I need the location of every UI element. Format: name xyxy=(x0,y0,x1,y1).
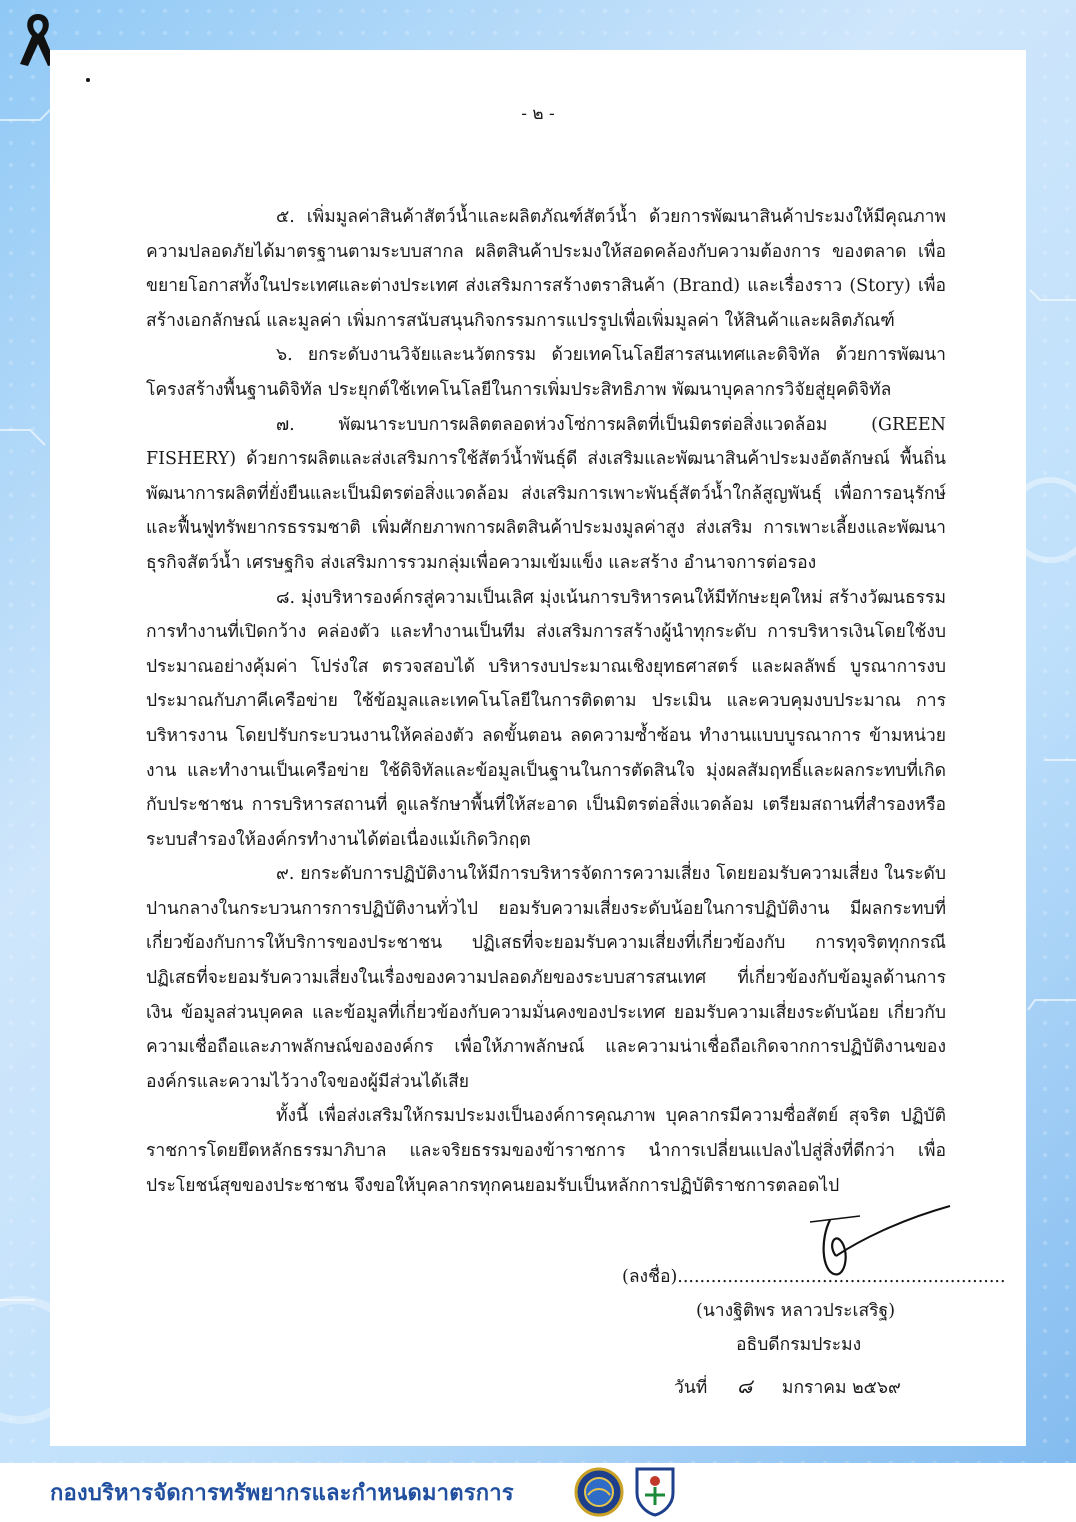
department-seal-logo-icon xyxy=(574,1467,624,1517)
paragraph-9: ๙. ยกระดับการปฏิบัติงานให้มีการบริหารจัดการความเสี่ยง โดยยอมรับความเสี่ยง ในระดับปานกลางในกระบวนการการปฏิบัติงานทั่วไป ยอมรับความเสี่ยงระดับน้อยในการปฏิบัติงาน มีผลกระทบที่เกี่ยวข้องกับการให้บริการของประชาชน ปฏิเสธที่จะยอมรับความเสี่ยงที่เกี่ยวข้องกับ การทุจริตทุกกรณี ปฏิเสธที่จะยอมรับความเสี่ยงในเรื่องของความปลอดภัยของระบบสารสนเทศ ที่เกี่ยวข้องกับข้อมูลด้านการเงิน ข้อมูลส่วนบุคคล และข้อมูลที่เกี่ยวข้องกับความมั่นคงของประเทศ ยอมรับความเสี่ยงระดับน้อย เกี่ยวกับความเชื่อถือและภาพลักษณ์ขององค์กร เพื่อให้ภาพลักษณ์ และความน่าเชื่อถือเกิดจากการปฏิบัติงานขององค์กรและความไว้วางใจของผู้มีส่วนได้เสีย xyxy=(146,864,946,1092)
document-page xyxy=(50,50,1026,1446)
paragraph-6: ๖. ยกระดับงานวิจัยและนวัตกรรม ด้วยเทคโนโลยีสารสนเทศและดิจิทัล ด้วยการพัฒนา โครงสร้างพื้นฐานดิจิทัล ประยุกต์ใช้เทคโนโลยีในการเพิ่มประสิทธิภาพ พัฒนาบุคลากรวิจัยสู่ยุคดิจิทัล xyxy=(146,345,946,400)
date-day: ๘ xyxy=(736,1374,753,1398)
paragraph-8: ๘. มุ่งบริหารองค์กรสู่ความเป็นเลิศ มุ่งเน้นการบริหารคนให้มีทักษะยุคใหม่ สร้างวัฒนธรรมการทำงานที่เปิดกว้าง คล่องตัว และทำงานเป็นทีม ส่งเสริมการสร้างผู้นำทุกระดับ การบริหารเงินโดยใช้งบประมาณอย่างคุ้มค่า โปร่งใส ตรวจสอบได้ บริหารงบประมาณเชิงยุทธศาสตร์ และผลลัพธ์ บูรณาการงบประมาณกับภาคีเครือข่าย ใช้ข้อมูลและเทคโนโลยีในการติดตาม ประเมิน และควบคุมงบประมาณ การบริหารงาน โดยปรับกระบวนงานให้คล่องตัว ลดขั้นตอน ลดความซ้ำซ้อน ทำงานแบบบูรณาการ ข้ามหน่วยงาน และทำงานเป็นเครือข่าย ใช้ดิจิทัลและข้อมูลเป็นฐานในการตัดสินใจ มุ่งผลสัมฤทธิ์และผลกระทบที่เกิดกับประชาชน การบริหารสถานที่ ดูแลรักษาพื้นที่ให้สะอาด เป็นมิตรต่อสิ่งแวดล้อม เตรียมสถานที่สำรองหรือระบบสำรองให้องค์กรทำงานได้ต่อเนื่องแม้เกิดวิกฤต xyxy=(146,587,946,850)
footer-bar xyxy=(0,1463,1076,1522)
date-month-year: มกราคม ๒๕๖๙ xyxy=(781,1378,901,1398)
paragraph-5: ๕. เพิ่มมูลค่าสินค้าสัตว์น้ำและผลิตภัณฑ์สัตว์น้ำ ด้วยการพัฒนาสินค้าประมงให้มีคุณภาพ ความปลอดภัยได้มาตรฐานตามระบบสากล ผลิตสินค้าประมงให้สอดคล้องกับความต้องการ ของตลาด เพื่อขยายโอกาสทั้งในประเทศและต่างประเทศ ส่งเสริมการสร้างตราสินค้า (Brand) และเรื่องราว (Story) เพื่อสร้างเอกลักษณ์ และมูลค่า เพิ่มการสนับสนุนกิจกรรมการแปรรูปเพื่อเพิ่มมูลค่า ให้สินค้าและผลิตภัณฑ์ xyxy=(146,207,946,331)
date-label: วันที่ xyxy=(674,1378,708,1398)
shield-emblem-logo-icon xyxy=(633,1465,677,1517)
speck xyxy=(86,78,90,82)
signature-date xyxy=(674,1370,901,1402)
paragraph-closing: ทั้งนี้ เพื่อส่งเสริมให้กรมประมงเป็นองค์การคุณภาพ บุคลากรมีความซื่อสัตย์ สุจริต ปฏิบัติราชการโดยยึดหลักธรรมาภิบาล และจริยธรรมของข้าราชการ นำการเปลี่ยนแปลงไปสู่สิ่งที่ดีกว่า เพื่อประโยชน์สุขของประชาชน จึงขอให้บุคลากรทุกคนยอมรับเป็นหลักการปฏิบัติราชการตลอดไป xyxy=(146,1106,946,1196)
page-number: - ๒ - xyxy=(521,104,555,124)
footer-title: กองบริหารจัดการทรัพยากรและกำหนดมาตรการ xyxy=(50,1480,514,1505)
paragraph-7: ๗. พัฒนาระบบการผลิตตลอดห่วงโซ่การผลิตที่เป็นมิตรต่อสิ่งแวดล้อม (GREEN FISHERY) ด้วยการผลิตและส่งเสริมการใช้สัตว์น้ำพันธุ์ดี ส่งเสริมและพัฒนาสินค้าประมงอัตลักษณ์ พื้นถิ่น พัฒนาการผลิตที่ยั่งยืนและเป็นมิตรต่อสิ่งแวดล้อม ส่งเสริมการเพาะพันธุ์สัตว์น้ำใกล้สูญพันธุ์ เพื่อการอนุรักษ์และฟื้นฟูทรัพยากรธรรมชาติ เพิ่มศักยภาพการผลิตสินค้าประมงมูลค่าสูง ส่งเสริม การเพาะเลี้ยงและพัฒนาธุรกิจสัตว์น้ำ เศรษฐกิจ ส่งเสริมการรวมกลุ่มเพื่อความเข้มแข็ง และสร้าง อำนาจการต่อรอง xyxy=(146,414,946,573)
signer-position: อธิบดีกรมประมง xyxy=(736,1335,862,1355)
signer-name: (นางฐิติพร หลาวประเสริฐ) xyxy=(696,1301,896,1321)
sign-line: (ลงชื่อ)........................................................... xyxy=(622,1267,1006,1287)
document-body xyxy=(146,200,946,1203)
